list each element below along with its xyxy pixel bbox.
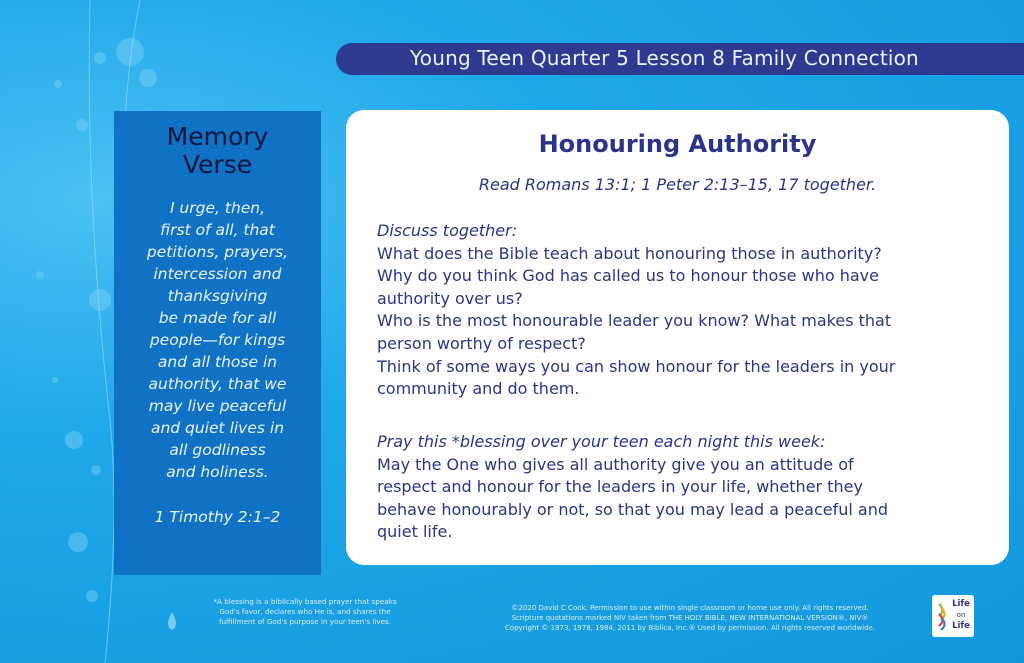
verse-line: first of all, that	[160, 221, 275, 239]
verse-reference: 1 Timothy 2:1–2	[154, 508, 281, 526]
copyright-line: Scripture quotations marked NIV taken from THE HOLY BIBLE, NEW INTERNATIONAL VERSION®, NIV®	[511, 614, 869, 622]
verse-line: be made for all	[158, 309, 277, 327]
banner-title: Young Teen Quarter 5 Lesson 8 Family Connection	[410, 46, 919, 70]
copyright-notice	[455, 603, 925, 633]
verse-line: and holiness.	[166, 463, 269, 481]
blessing-footnote	[185, 597, 425, 627]
lesson-card	[346, 110, 1009, 565]
verse-line: intercession and	[153, 265, 282, 283]
pray-label: Pray this *blessing over your teen each night this week:	[377, 432, 826, 451]
verse-line: all godliness	[169, 441, 266, 459]
discussion-question: Why do you think God has called us to honour those who have	[377, 266, 879, 286]
footnote-line: fulfillment of God's purpose in your teen's lives.	[218, 617, 392, 626]
blessing-line: behave honourably or not, so that you may lead a peaceful and	[377, 499, 889, 519]
discussion-question: Who is the most honourable leader you know? What makes that	[377, 311, 892, 331]
verse-line: petitions, prayers,	[146, 243, 289, 261]
footnote-line: *A blessing is a biblically based prayer that speaks	[213, 597, 397, 606]
lesson-banner	[336, 43, 1024, 75]
discussion-question: authority over us?	[377, 288, 523, 308]
blessing-section	[377, 431, 997, 544]
blessing-line: May the One who gives all authority give you an attitude of	[377, 454, 854, 474]
memory-verse-panel	[114, 111, 321, 575]
memory-verse-heading-line1: Memory	[166, 122, 269, 151]
lesson-title: Honouring Authority	[538, 130, 817, 158]
blessing-line: respect and honour for the leaders in your life, whether they	[377, 477, 863, 497]
life-on-life-logo	[932, 595, 974, 637]
discussion-question: Think of some ways you can show honour for the leaders in your	[377, 356, 896, 376]
memory-verse-heading	[114, 123, 321, 179]
discussion-question: What does the Bible teach about honouring those in authority?	[377, 243, 882, 263]
discuss-label: Discuss together:	[377, 221, 518, 240]
copyright-line: ©2020 David C Cook. Permission to use within single classroom or home use only. All rights reserved.	[511, 604, 869, 612]
copyright-line: Copyright © 1973, 1978, 1984, 2011 by Biblica, Inc.® Used by permission. All rights reserved worldwide.	[504, 624, 876, 632]
verse-line: people—for kings	[149, 331, 286, 349]
logo-mark-icon	[937, 602, 949, 630]
verse-line: thanksgiving	[167, 287, 268, 305]
verse-line: and all those in	[157, 353, 278, 371]
logo-word: Life	[952, 599, 970, 609]
blessing-line: quiet life.	[377, 522, 453, 542]
verse-line: and quiet lives in	[150, 419, 285, 437]
verse-line: authority, that we	[148, 375, 287, 393]
logo-word: on	[956, 611, 966, 619]
logo-text	[949, 599, 973, 632]
discussion-question: person worthy of respect?	[377, 333, 586, 353]
discussion-question: community and do them.	[377, 379, 580, 399]
verse-line: may live peaceful	[148, 397, 287, 415]
verse-line: I urge, then,	[169, 199, 266, 217]
footnote-line: God's favor, declares who He is, and shares the	[219, 607, 391, 616]
logo-word: Life	[952, 621, 970, 631]
discussion-section	[377, 220, 997, 401]
memory-verse-text	[124, 197, 311, 483]
reading-instruction: Read Romans 13:1; 1 Peter 2:13–15, 17 together.	[478, 175, 877, 194]
memory-verse-heading-line2: Verse	[182, 150, 253, 179]
